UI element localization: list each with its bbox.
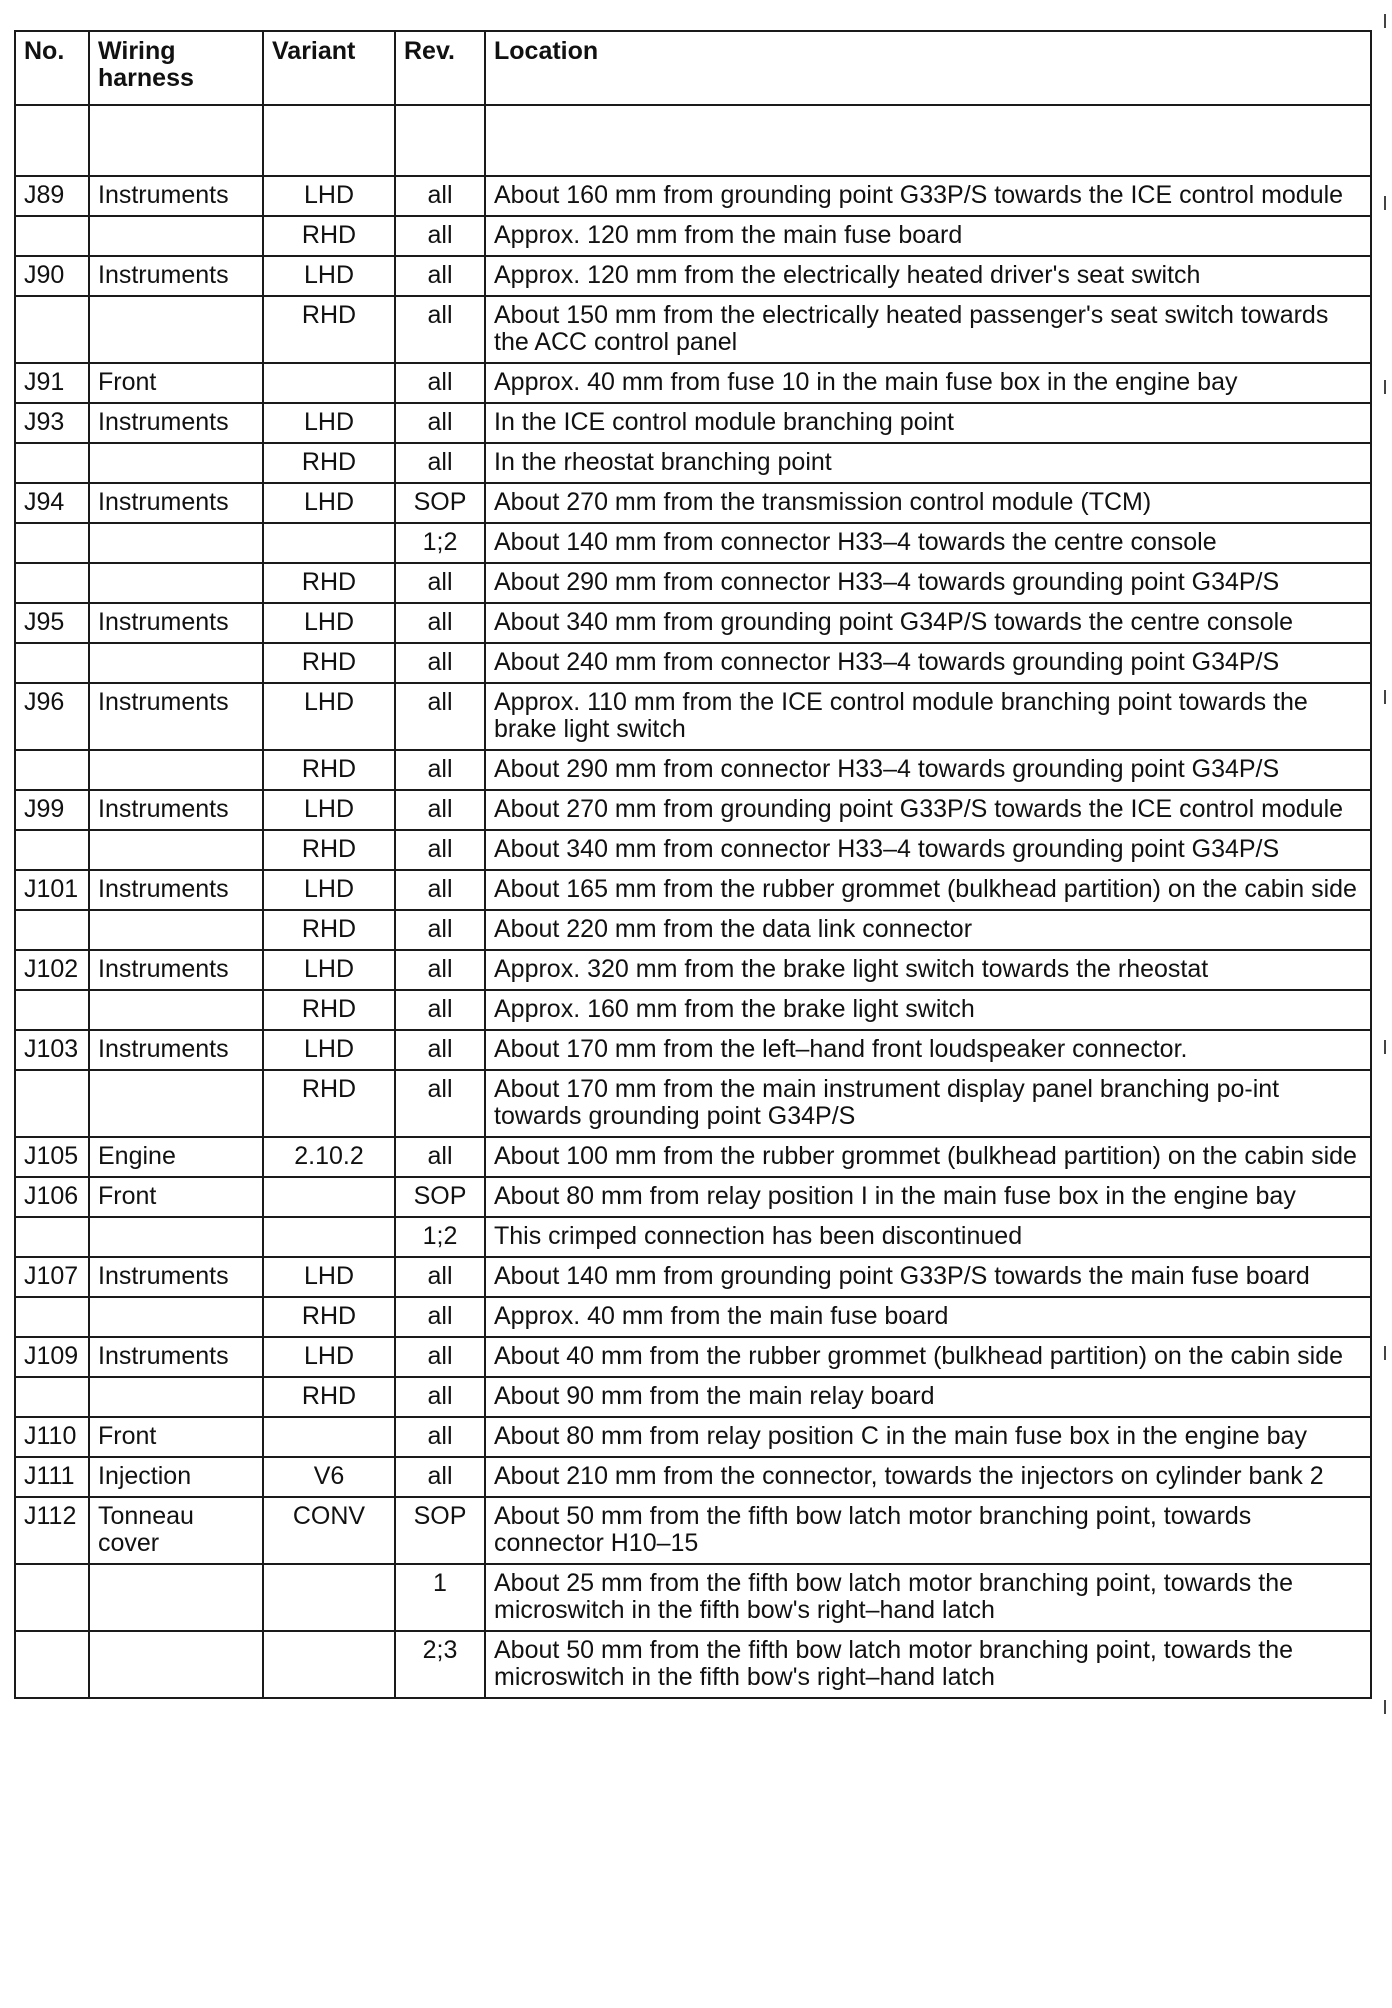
cell-no: J107 [15,1257,89,1297]
cell-location: In the ICE control module branching point [485,403,1371,443]
cell-no [15,830,89,870]
cell-wiring-harness [89,1377,263,1417]
cell-variant: RHD [263,563,395,603]
table-row [15,1631,1371,1698]
cell-no: J110 [15,1417,89,1457]
cell-no: J89 [15,176,89,216]
cell-rev: all [395,950,485,990]
table-row [15,363,1371,403]
cell-no: J112 [15,1497,89,1564]
table-row [15,1457,1371,1497]
table-row [15,1417,1371,1457]
cell-location: About 140 mm from connector H33–4 towards the centre console [485,523,1371,563]
cell-no [15,216,89,256]
cell-location: About 150 mm from the electrically heated passenger's seat switch towards the ACC control panel [485,296,1371,363]
cell-no [15,1564,89,1631]
cell-variant: LHD [263,1337,395,1377]
table-row [15,830,1371,870]
cell-no: J96 [15,683,89,750]
table-row [15,910,1371,950]
cell-variant: RHD [263,990,395,1030]
table-row [15,790,1371,830]
cell-rev: all [395,910,485,950]
table-row [15,523,1371,563]
empty-row [15,105,1371,176]
header-rev: Rev. [395,31,485,105]
cell-rev: 2;3 [395,1631,485,1698]
cell-location: Approx. 120 mm from the main fuse board [485,216,1371,256]
cell-rev: 1;2 [395,1217,485,1257]
cell-variant: LHD [263,683,395,750]
cell-location: About 240 mm from connector H33–4 towards grounding point G34P/S [485,643,1371,683]
cell-wiring-harness: Front [89,1417,263,1457]
cell-variant: RHD [263,1377,395,1417]
header-no: No. [15,31,89,105]
header-wiring-harness [89,31,263,105]
cell-no [15,750,89,790]
cell-no [15,910,89,950]
cell-rev: all [395,1297,485,1337]
cell-wiring-harness: Engine [89,1137,263,1177]
cell-no: J93 [15,403,89,443]
cell-location: About 170 mm from the left–hand front loudspeaker connector. [485,1030,1371,1070]
cell-no: J103 [15,1030,89,1070]
cell-rev: all [395,750,485,790]
cell-wiring-harness [89,1070,263,1137]
table-row [15,750,1371,790]
cell-wiring-harness: Instruments [89,176,263,216]
cell-variant [263,363,395,403]
cell-location: About 80 mm from relay position I in the main fuse box in the engine bay [485,1177,1371,1217]
cell-variant: LHD [263,603,395,643]
cell-location: About 340 mm from connector H33–4 towards grounding point G34P/S [485,830,1371,870]
table-row [15,1497,1371,1564]
cell-wiring-harness: Instruments [89,1337,263,1377]
cell-rev: all [395,990,485,1030]
cell-rev: all [395,1070,485,1137]
edge-mark [1384,380,1386,394]
cell-rev: 1;2 [395,523,485,563]
document-page [14,30,1370,1699]
cell-wiring-harness [89,1217,263,1257]
cell-no: J106 [15,1177,89,1217]
cell-location: About 290 mm from connector H33–4 towards grounding point G34P/S [485,750,1371,790]
cell-wiring-harness: Instruments [89,950,263,990]
cell-variant: LHD [263,403,395,443]
cell-wiring-harness [89,990,263,1030]
cell-rev: all [395,1377,485,1417]
cell-location: Approx. 40 mm from fuse 10 in the main fuse box in the engine bay [485,363,1371,403]
cell-wiring-harness [89,563,263,603]
cell-location: This crimped connection has been discontinued [485,1217,1371,1257]
table-row [15,216,1371,256]
cell-no [15,1217,89,1257]
table-row [15,1337,1371,1377]
cell-variant: RHD [263,643,395,683]
cell-rev: SOP [395,483,485,523]
table-row [15,296,1371,363]
cell-rev: all [395,830,485,870]
cell-rev: all [395,443,485,483]
cell-location: About 50 mm from the fifth bow latch motor branching point, towards the microswitch in the fifth bow's right–hand latch [485,1631,1371,1698]
cell-rev: all [395,1417,485,1457]
cell-wiring-harness: Front [89,363,263,403]
table-row [15,1177,1371,1217]
cell-rev: 1 [395,1564,485,1631]
table-row [15,950,1371,990]
cell-wiring-harness: Instruments [89,483,263,523]
cell-wiring-harness [89,643,263,683]
table-row [15,1257,1371,1297]
cell-variant: RHD [263,1070,395,1137]
empty-cell [395,105,485,176]
cell-rev: all [395,1257,485,1297]
cell-variant: LHD [263,790,395,830]
cell-wiring-harness [89,1564,263,1631]
cell-wiring-harness: Tonneau cover [89,1497,263,1564]
cell-rev: all [395,403,485,443]
cell-wiring-harness: Instruments [89,790,263,830]
cell-no: J91 [15,363,89,403]
cell-no: J109 [15,1337,89,1377]
cell-wiring-harness: Instruments [89,683,263,750]
cell-location: About 140 mm from grounding point G33P/S towards the main fuse board [485,1257,1371,1297]
cell-wiring-harness [89,750,263,790]
cell-variant: LHD [263,483,395,523]
edge-mark [1384,196,1386,210]
crimped-connection-table [14,30,1372,1699]
cell-no [15,1070,89,1137]
table-row [15,563,1371,603]
cell-rev: all [395,643,485,683]
table-row [15,683,1371,750]
cell-variant [263,1177,395,1217]
empty-cell [15,105,89,176]
cell-variant [263,523,395,563]
table-row [15,1377,1371,1417]
cell-wiring-harness [89,216,263,256]
cell-location: About 80 mm from relay position C in the main fuse box in the engine bay [485,1417,1371,1457]
table-row [15,1070,1371,1137]
cell-location: About 170 mm from the main instrument display panel branching po-int towards grounding point G34P/S [485,1070,1371,1137]
cell-rev: all [395,216,485,256]
header-harness-line1: Wiring [98,37,176,65]
edge-mark [1384,14,1386,28]
cell-rev: SOP [395,1497,485,1564]
cell-no [15,1297,89,1337]
cell-no [15,443,89,483]
cell-location: About 25 mm from the fifth bow latch motor branching point, towards the microswitch in the fifth bow's right–hand latch [485,1564,1371,1631]
table-row [15,1217,1371,1257]
cell-location: About 210 mm from the connector, towards the injectors on cylinder bank 2 [485,1457,1371,1497]
cell-location: About 40 mm from the rubber grommet (bulkhead partition) on the cabin side [485,1337,1371,1377]
cell-location: About 90 mm from the main relay board [485,1377,1371,1417]
cell-location: About 290 mm from connector H33–4 towards grounding point G34P/S [485,563,1371,603]
cell-variant [263,1564,395,1631]
cell-variant [263,1417,395,1457]
cell-wiring-harness [89,910,263,950]
cell-rev: all [395,790,485,830]
cell-no [15,643,89,683]
cell-location: About 100 mm from the rubber grommet (bulkhead partition) on the cabin side [485,1137,1371,1177]
cell-rev: all [395,256,485,296]
cell-rev: all [395,870,485,910]
cell-location: About 270 mm from grounding point G33P/S towards the ICE control module [485,790,1371,830]
cell-no [15,523,89,563]
cell-rev: all [395,1337,485,1377]
table-row [15,1564,1371,1631]
cell-location: Approx. 160 mm from the brake light switch [485,990,1371,1030]
cell-wiring-harness: Instruments [89,870,263,910]
empty-cell [485,105,1371,176]
cell-variant: LHD [263,950,395,990]
cell-rev: all [395,296,485,363]
cell-variant: LHD [263,176,395,216]
cell-variant: RHD [263,910,395,950]
cell-wiring-harness: Front [89,1177,263,1217]
cell-no: J90 [15,256,89,296]
cell-rev: all [395,683,485,750]
cell-rev: all [395,1030,485,1070]
table-row [15,443,1371,483]
cell-location: Approx. 320 mm from the brake light switch towards the rheostat [485,950,1371,990]
cell-location: In the rheostat branching point [485,443,1371,483]
table-row [15,256,1371,296]
cell-wiring-harness [89,830,263,870]
cell-no: J101 [15,870,89,910]
table-row [15,1030,1371,1070]
cell-location: About 340 mm from grounding point G34P/S towards the centre console [485,603,1371,643]
cell-variant: RHD [263,443,395,483]
cell-no: J99 [15,790,89,830]
cell-rev: SOP [395,1177,485,1217]
header-harness-line2: harness [98,64,194,92]
cell-no [15,990,89,1030]
cell-rev: all [395,176,485,216]
cell-no: J94 [15,483,89,523]
cell-no: J111 [15,1457,89,1497]
cell-wiring-harness: Instruments [89,1257,263,1297]
cell-no [15,296,89,363]
cell-variant: CONV [263,1497,395,1564]
cell-wiring-harness: Instruments [89,403,263,443]
cell-no [15,563,89,603]
cell-wiring-harness: Injection [89,1457,263,1497]
edge-mark [1384,1346,1386,1360]
cell-rev: all [395,563,485,603]
table-row [15,176,1371,216]
edge-mark [1384,1040,1386,1054]
cell-variant: RHD [263,216,395,256]
table-row [15,643,1371,683]
cell-rev: all [395,1137,485,1177]
cell-no [15,1377,89,1417]
cell-no: J95 [15,603,89,643]
cell-variant: 2.10.2 [263,1137,395,1177]
cell-variant: LHD [263,870,395,910]
table-row [15,603,1371,643]
edge-mark [1384,1700,1386,1714]
cell-variant [263,1631,395,1698]
cell-variant: LHD [263,1030,395,1070]
table-row [15,1137,1371,1177]
cell-no: J105 [15,1137,89,1177]
table-row [15,483,1371,523]
cell-location: About 270 mm from the transmission control module (TCM) [485,483,1371,523]
table-header-row [15,31,1371,105]
empty-cell [89,105,263,176]
cell-location: Approx. 120 mm from the electrically heated driver's seat switch [485,256,1371,296]
cell-variant: LHD [263,256,395,296]
cell-no [15,1631,89,1698]
cell-rev: all [395,363,485,403]
cell-location: Approx. 110 mm from the ICE control module branching point towards the brake light switch [485,683,1371,750]
cell-wiring-harness [89,1631,263,1698]
cell-variant: RHD [263,1297,395,1337]
cell-variant: V6 [263,1457,395,1497]
table-row [15,870,1371,910]
cell-location: About 165 mm from the rubber grommet (bulkhead partition) on the cabin side [485,870,1371,910]
cell-wiring-harness [89,296,263,363]
empty-cell [263,105,395,176]
header-location: Location [485,31,1371,105]
edge-mark [1384,690,1386,704]
header-variant: Variant [263,31,395,105]
cell-variant: RHD [263,296,395,363]
table-row [15,1297,1371,1337]
cell-location: About 160 mm from grounding point G33P/S towards the ICE control module [485,176,1371,216]
cell-wiring-harness [89,523,263,563]
cell-variant: LHD [263,1257,395,1297]
cell-location: About 50 mm from the fifth bow latch motor branching point, towards connector H10–15 [485,1497,1371,1564]
cell-location: About 220 mm from the data link connector [485,910,1371,950]
cell-location: Approx. 40 mm from the main fuse board [485,1297,1371,1337]
table-row [15,990,1371,1030]
cell-wiring-harness: Instruments [89,1030,263,1070]
cell-variant [263,1217,395,1257]
cell-wiring-harness [89,443,263,483]
cell-rev: all [395,603,485,643]
cell-wiring-harness: Instruments [89,603,263,643]
table-row [15,403,1371,443]
cell-variant: RHD [263,750,395,790]
cell-no: J102 [15,950,89,990]
cell-variant: RHD [263,830,395,870]
cell-rev: all [395,1457,485,1497]
cell-wiring-harness: Instruments [89,256,263,296]
cell-wiring-harness [89,1297,263,1337]
